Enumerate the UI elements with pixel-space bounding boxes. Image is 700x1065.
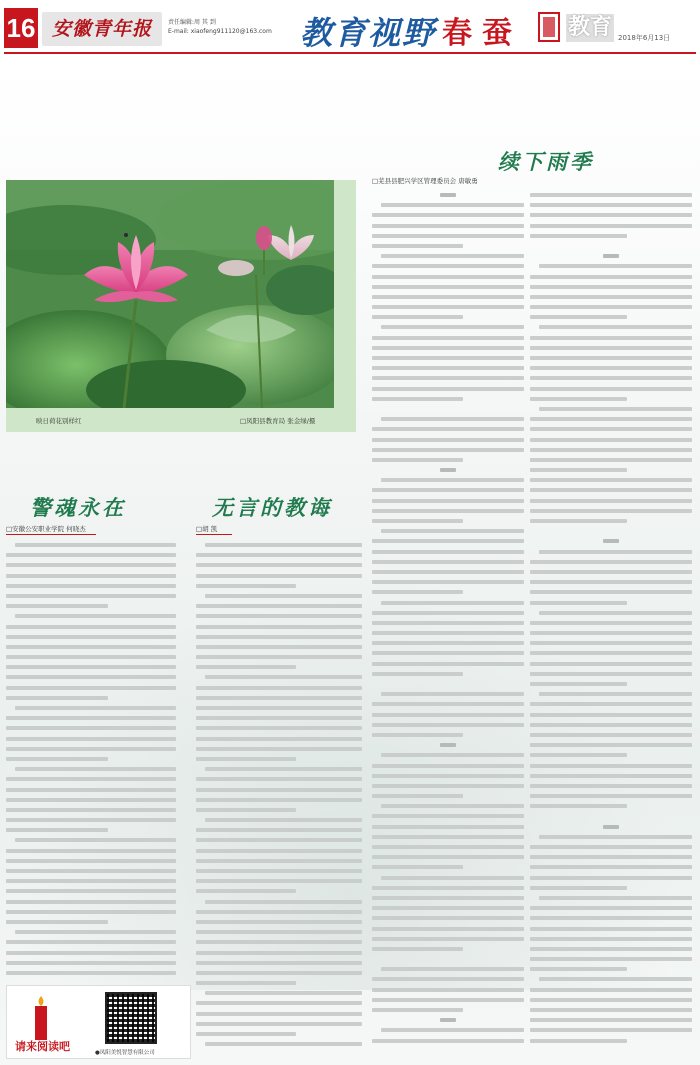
text-line — [196, 540, 362, 550]
text-line — [530, 496, 692, 506]
text-line — [530, 954, 692, 964]
article-text-column — [530, 190, 692, 1050]
text-line — [196, 1039, 362, 1049]
text-line — [530, 913, 692, 923]
text-line — [196, 795, 362, 805]
text-line — [6, 825, 176, 835]
text-line — [530, 659, 692, 669]
text-line — [530, 974, 692, 984]
text-line — [372, 1036, 524, 1046]
text-line — [530, 445, 692, 455]
text-line — [6, 846, 176, 856]
text-line — [6, 907, 176, 917]
text-line — [196, 744, 362, 754]
text-line — [196, 886, 362, 896]
text-line — [196, 713, 362, 723]
page-number: 16 — [4, 8, 38, 48]
text-line — [6, 815, 176, 825]
text-line — [530, 272, 692, 282]
text-line — [196, 764, 362, 774]
text-line — [372, 934, 524, 944]
text-line — [372, 353, 524, 363]
text-line — [530, 689, 692, 699]
text-line — [530, 414, 692, 424]
text-line — [372, 873, 524, 883]
article-text-column — [6, 540, 176, 980]
text-line — [530, 995, 692, 1005]
text-line — [196, 1009, 362, 1019]
text-line — [372, 251, 524, 261]
photo-caption-credit: □凤阳县教育局 张金绿/摄 — [240, 417, 316, 425]
text-line — [196, 611, 362, 621]
text-line — [530, 261, 692, 271]
text-line — [530, 934, 692, 944]
masthead-divider — [4, 52, 696, 54]
text-line — [530, 292, 692, 302]
text-line — [372, 1005, 524, 1015]
text-line — [6, 886, 176, 896]
text-line — [372, 343, 524, 353]
text-line — [196, 550, 362, 560]
article-title: 警魂永在 — [30, 495, 126, 520]
text-line — [372, 648, 524, 658]
email-line: E-mail: xiaofeng911120@163.com — [168, 28, 272, 35]
text-line — [6, 805, 176, 815]
text-line — [372, 587, 524, 597]
text-line — [372, 822, 524, 832]
article-byline: □胡 凯 — [196, 525, 218, 533]
text-line — [196, 897, 362, 907]
text-line — [530, 1025, 692, 1035]
text-line — [372, 221, 524, 231]
text-line — [196, 693, 362, 703]
article-title: 续下雨季 — [498, 149, 594, 174]
text-line — [6, 937, 176, 947]
text-line — [372, 516, 524, 526]
newspaper-logo: 安徽青年报 — [42, 12, 162, 46]
text-line — [6, 672, 176, 682]
text-line — [6, 581, 176, 591]
text-line — [530, 822, 692, 832]
text-line — [6, 744, 176, 754]
text-line — [530, 608, 692, 618]
text-line — [6, 764, 176, 774]
text-line — [530, 322, 692, 332]
text-line — [530, 587, 692, 597]
text-line — [196, 978, 362, 988]
text-line — [372, 557, 524, 567]
text-line — [196, 703, 362, 713]
article-byline: □芜县县肥兴学区管理委员会 唐敏勇 — [372, 177, 478, 185]
text-line — [372, 740, 524, 750]
text-line — [530, 485, 692, 495]
text-line — [372, 424, 524, 434]
text-line — [196, 622, 362, 632]
text-line — [6, 622, 176, 632]
text-line — [530, 536, 692, 546]
text-line — [530, 710, 692, 720]
article-text-column — [196, 540, 362, 1055]
text-line — [530, 526, 692, 536]
text-line — [372, 404, 524, 414]
text-line — [6, 968, 176, 978]
text-line — [196, 927, 362, 937]
text-line — [530, 598, 692, 608]
text-line — [372, 985, 524, 995]
text-line — [6, 713, 176, 723]
text-line — [530, 618, 692, 628]
text-line — [6, 876, 176, 886]
text-line — [372, 954, 524, 964]
text-line — [372, 964, 524, 974]
text-line — [372, 710, 524, 720]
text-line — [530, 455, 692, 465]
text-line — [196, 815, 362, 825]
text-line — [6, 927, 176, 937]
text-line — [6, 856, 176, 866]
text-line — [372, 1015, 524, 1025]
text-line — [372, 485, 524, 495]
text-line — [372, 638, 524, 648]
text-line — [372, 832, 524, 842]
text-line — [372, 577, 524, 587]
text-line — [372, 608, 524, 618]
text-line — [196, 958, 362, 968]
text-line — [372, 730, 524, 740]
text-line — [530, 353, 692, 363]
text-line — [530, 761, 692, 771]
text-line — [196, 968, 362, 978]
text-line — [196, 632, 362, 642]
text-line — [6, 601, 176, 611]
text-line — [372, 272, 524, 282]
article-title: 无言的教诲 — [212, 495, 332, 520]
text-line — [196, 642, 362, 652]
text-line — [6, 591, 176, 601]
text-line — [530, 435, 692, 445]
editor-info — [168, 18, 288, 36]
text-line — [372, 628, 524, 638]
text-line — [196, 754, 362, 764]
text-line — [196, 785, 362, 795]
text-line — [530, 567, 692, 577]
text-line — [6, 683, 176, 693]
text-line — [196, 581, 362, 591]
text-line — [372, 771, 524, 781]
text-line — [372, 720, 524, 730]
text-line — [372, 373, 524, 383]
text-line — [372, 689, 524, 699]
text-line — [530, 312, 692, 322]
text-line — [372, 322, 524, 332]
text-line — [372, 659, 524, 669]
text-line — [530, 944, 692, 954]
text-line — [372, 445, 524, 455]
text-line — [372, 312, 524, 322]
article-text-column — [372, 190, 524, 1050]
text-line — [372, 292, 524, 302]
text-line — [530, 648, 692, 658]
text-line — [530, 1015, 692, 1025]
text-line — [530, 547, 692, 557]
text-line — [6, 703, 176, 713]
text-line — [372, 394, 524, 404]
text-line — [372, 883, 524, 893]
text-line — [372, 567, 524, 577]
text-line — [6, 611, 176, 621]
text-line — [196, 805, 362, 815]
editor-line: 责任编辑:周 其 到 — [168, 19, 216, 26]
text-line — [530, 801, 692, 811]
text-line — [530, 221, 692, 231]
text-line — [372, 995, 524, 1005]
text-line — [530, 811, 692, 821]
text-line — [530, 282, 692, 292]
text-line — [530, 842, 692, 852]
text-line — [530, 1036, 692, 1046]
text-line — [196, 917, 362, 927]
text-line — [196, 683, 362, 693]
text-line — [372, 384, 524, 394]
text-line — [372, 200, 524, 210]
qr-code-icon[interactable] — [105, 992, 157, 1044]
text-line — [372, 435, 524, 445]
text-line — [530, 475, 692, 485]
text-line — [6, 693, 176, 703]
text-line — [196, 988, 362, 998]
section-title: 教育视野 — [300, 14, 437, 52]
text-line — [6, 917, 176, 927]
text-line — [372, 302, 524, 312]
text-line — [530, 679, 692, 689]
text-line — [196, 723, 362, 733]
text-line — [6, 958, 176, 968]
text-line — [372, 924, 524, 934]
text-line — [530, 373, 692, 383]
text-line — [530, 862, 692, 872]
text-line — [196, 876, 362, 886]
text-line — [196, 571, 362, 581]
text-line — [6, 835, 176, 845]
text-line — [372, 842, 524, 852]
text-line — [530, 557, 692, 567]
text-line — [372, 913, 524, 923]
text-line — [530, 964, 692, 974]
text-line — [530, 424, 692, 434]
text-line — [530, 638, 692, 648]
text-line — [530, 893, 692, 903]
text-line — [530, 669, 692, 679]
text-line — [6, 754, 176, 764]
text-line — [372, 811, 524, 821]
photo-caption-title: 映日荷花别样红 — [36, 417, 82, 425]
svg-text:请来阅读吧: 请来阅读吧 — [15, 1040, 70, 1053]
publication-date: 2018年6月13日 — [618, 34, 671, 42]
text-line — [372, 547, 524, 557]
text-line — [196, 937, 362, 947]
text-line — [372, 903, 524, 913]
text-line — [530, 363, 692, 373]
text-line — [530, 384, 692, 394]
text-line — [530, 883, 692, 893]
text-line — [196, 998, 362, 1008]
text-line — [6, 723, 176, 733]
text-line — [196, 866, 362, 876]
text-line — [530, 394, 692, 404]
text-line — [530, 516, 692, 526]
text-line — [530, 302, 692, 312]
text-line — [6, 774, 176, 784]
text-line — [530, 699, 692, 709]
text-line — [530, 628, 692, 638]
text-line — [372, 750, 524, 760]
text-line — [6, 785, 176, 795]
text-line — [530, 200, 692, 210]
brand-block: 教育 — [567, 15, 612, 40]
text-line — [6, 866, 176, 876]
text-line — [530, 190, 692, 200]
text-line — [372, 679, 524, 689]
text-line — [372, 791, 524, 801]
text-line — [196, 560, 362, 570]
text-line — [372, 974, 524, 984]
text-line — [530, 210, 692, 220]
text-line — [372, 455, 524, 465]
text-line — [530, 577, 692, 587]
text-line — [6, 662, 176, 672]
text-line — [6, 642, 176, 652]
byline-rule — [6, 534, 96, 535]
text-line — [372, 333, 524, 343]
text-line — [530, 852, 692, 862]
byline-rule — [196, 534, 232, 535]
text-line — [6, 652, 176, 662]
text-line — [6, 795, 176, 805]
text-line — [6, 948, 176, 958]
text-line — [372, 465, 524, 475]
text-line — [530, 924, 692, 934]
text-line — [372, 598, 524, 608]
text-line — [372, 893, 524, 903]
text-line — [530, 740, 692, 750]
text-line — [530, 1005, 692, 1015]
text-line — [196, 825, 362, 835]
text-line — [530, 781, 692, 791]
text-line — [372, 190, 524, 200]
text-line — [530, 251, 692, 261]
text-line — [196, 1019, 362, 1029]
text-line — [530, 506, 692, 516]
text-line — [530, 771, 692, 781]
text-line — [530, 791, 692, 801]
text-line — [530, 404, 692, 414]
text-line — [372, 781, 524, 791]
text-line — [196, 734, 362, 744]
article-byline: □安徽公安职业学院 何晓杰 — [6, 525, 86, 533]
text-line — [372, 944, 524, 954]
text-line — [530, 903, 692, 913]
text-line — [530, 720, 692, 730]
text-line — [196, 774, 362, 784]
text-line — [530, 333, 692, 343]
text-line — [372, 241, 524, 251]
text-line — [530, 750, 692, 760]
masthead — [0, 0, 700, 62]
text-line — [372, 526, 524, 536]
text-line — [530, 343, 692, 353]
text-line — [372, 282, 524, 292]
reading-logo-icon — [13, 992, 93, 1054]
text-line — [196, 846, 362, 856]
section-subtitle: 春蚕 — [442, 16, 522, 51]
text-line — [6, 734, 176, 744]
text-line — [372, 862, 524, 872]
text-line — [196, 1029, 362, 1039]
text-line — [372, 618, 524, 628]
text-line — [196, 948, 362, 958]
text-line — [196, 591, 362, 601]
text-line — [530, 985, 692, 995]
text-line — [530, 231, 692, 241]
text-line — [196, 672, 362, 682]
qr-caption: ●凤阳美悦智慧有限公司 — [95, 1050, 155, 1056]
text-line — [196, 652, 362, 662]
text-line — [196, 907, 362, 917]
text-line — [372, 761, 524, 771]
text-line — [372, 414, 524, 424]
text-line — [372, 1025, 524, 1035]
text-line — [6, 540, 176, 550]
text-line — [372, 699, 524, 709]
text-line — [196, 835, 362, 845]
brand-mark-icon — [538, 12, 560, 42]
text-line — [196, 856, 362, 866]
text-line — [6, 632, 176, 642]
text-line — [530, 241, 692, 251]
text-line — [372, 506, 524, 516]
text-line — [6, 560, 176, 570]
text-line — [530, 873, 692, 883]
text-line — [196, 662, 362, 672]
text-line — [372, 669, 524, 679]
text-line — [530, 832, 692, 842]
text-line — [372, 210, 524, 220]
text-line — [6, 571, 176, 581]
text-line — [372, 231, 524, 241]
advertisement — [6, 985, 191, 1059]
text-line — [372, 852, 524, 862]
text-line — [372, 475, 524, 485]
text-line — [372, 536, 524, 546]
text-line — [372, 496, 524, 506]
text-line — [372, 801, 524, 811]
text-line — [196, 601, 362, 611]
text-line — [372, 363, 524, 373]
text-line — [372, 261, 524, 271]
text-line — [530, 730, 692, 740]
text-line — [530, 465, 692, 475]
lotus-photo — [6, 180, 334, 408]
lotus-illustration — [6, 180, 334, 408]
text-line — [6, 550, 176, 560]
text-line — [6, 897, 176, 907]
